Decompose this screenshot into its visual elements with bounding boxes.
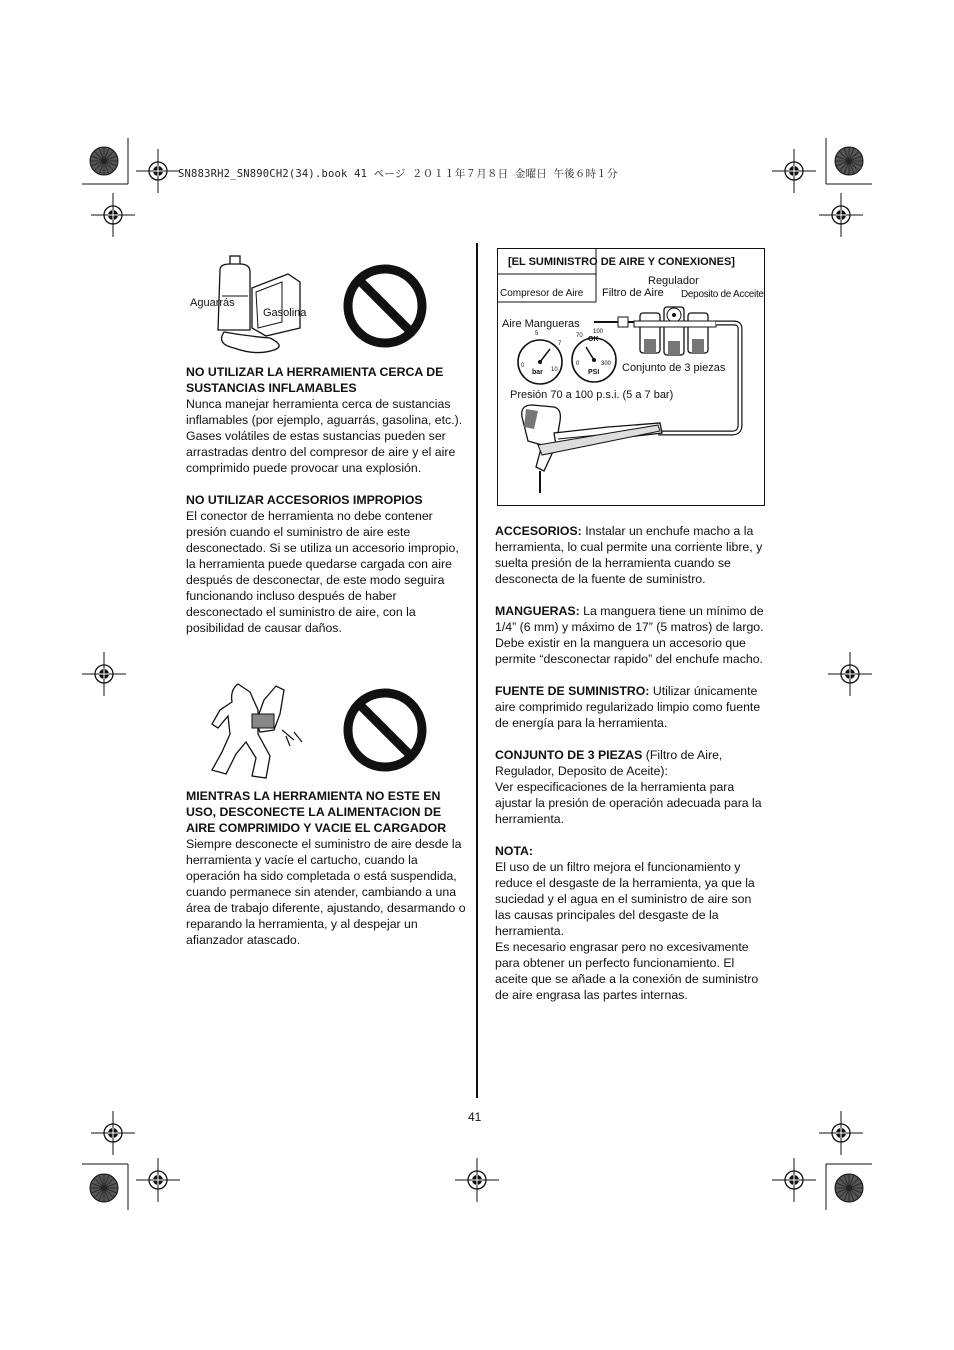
carrying-tool-figure bbox=[186, 680, 446, 785]
flammables-heading: NO UTILIZAR LA HERRAMIENTA CERCA DE SUSTANCIAS INFLAMABLES bbox=[186, 365, 444, 395]
page-number: 41 bbox=[468, 1110, 482, 1124]
mangueras-paragraph-2: Debe existir en la manguera un accesorio que permite “desconectar rapido” del enchufe macho. bbox=[495, 636, 763, 666]
nota-paragraph-2: Es necesario engrasar pero no excesivamente para obtener un perfecto funcionamiento. El aceite que se añade a la conexión de suministro de aire engrasa las partes internas. bbox=[495, 940, 759, 1002]
flammables-figure bbox=[186, 252, 446, 362]
label-presion: Presión 70 a 100 p.s.i. (5 a 7 bar) bbox=[510, 389, 674, 401]
label-mangueras: Aire Mangueras bbox=[502, 318, 580, 330]
conjunto-label: CONJUNTO DE 3 PIEZAS bbox=[495, 748, 643, 762]
fuente-label: FUENTE DE SUMINISTRO: bbox=[495, 684, 650, 698]
carrying-tool-illustration bbox=[186, 680, 446, 785]
label-deposito: Deposito de Acceite bbox=[681, 289, 764, 300]
gauge-psi-300: 300 bbox=[601, 361, 612, 367]
diagram-title: [EL SUMINISTRO DE AIRE Y CONEXIONES] bbox=[508, 256, 735, 268]
label-conjunto: Conjunto de 3 piezas bbox=[622, 362, 726, 374]
conjunto-paragraph bbox=[495, 747, 770, 779]
conjunto-paragraph-2: Ver especificaciones de la herramienta para ajustar la presión de operación adecuada para la herramienta. bbox=[495, 780, 762, 826]
file-header: SN883RH2_SN890CH2(34).book 41 ページ ２０１１年７月８日 金曜日 午後６時１分 bbox=[178, 168, 618, 180]
label-compresor: Compresor de Aire bbox=[500, 288, 584, 299]
gauge-bar-0: 0 bbox=[521, 363, 525, 369]
accesorios-paragraph bbox=[495, 523, 770, 587]
conjunto-text: (Filtro de Aire, Regulador, Deposito de Aceite): bbox=[495, 748, 723, 778]
accesorios-text: Instalar un enchufe macho a la herramienta, lo cual permite una corriente libre, y suelta presión de la herramienta cuando se desconecta de la fuente de suministro. bbox=[495, 524, 763, 586]
left-column-bottom bbox=[186, 788, 466, 964]
mangueras-paragraph bbox=[495, 603, 770, 635]
flammables-body: Nunca manejar herramienta cerca de sustancias inflamables (por ejemplo, aguarrás, gasolina, etc.). Gases volátiles de estas sustancias pueden ser arrastradas dentro del compresor de aire y el aire comprimido puede provocar una explosión. bbox=[186, 397, 463, 475]
gauge-bar-10: 10 bbox=[551, 367, 558, 373]
accesorios-label: ACCESORIOS: bbox=[495, 524, 582, 538]
gauge-psi-0: 0 bbox=[576, 361, 580, 367]
column-divider bbox=[476, 243, 478, 1098]
improper-accessories-heading: NO UTILIZAR ACCESORIOS IMPROPIOS bbox=[186, 493, 423, 507]
gauge-bar-7: 7 bbox=[558, 341, 562, 347]
left-column-top bbox=[186, 364, 466, 652]
label-filtro: Filtro de Aire bbox=[602, 287, 664, 299]
gauge-psi-unit: PSI bbox=[588, 369, 600, 376]
gauge-psi-100: 100 bbox=[593, 329, 604, 335]
gauge-bar-5: 5 bbox=[535, 331, 539, 337]
label-regulador: Regulador bbox=[648, 275, 699, 287]
mangueras-text: La manguera tiene un mínimo de 1/4” (6 mm) y máximo de 17” (5 matros) de largo. bbox=[495, 604, 764, 634]
improper-accessories-body: El conector de herramienta no debe contener presión cuando el suministro de aire este desconectado. Si se utiliza un accesorio impropio, la herramienta puede quedarse cargada con aire después de desconectar, de este modo seguira funcionando incluso después de haber desconectado el suministro de aire, con la posibilidad de causar daños. bbox=[186, 509, 459, 635]
mangueras-label: MANGUERAS: bbox=[495, 604, 580, 618]
nota-paragraph: El uso de un filtro mejora el funcionamiento y reduce el desgaste de la herramienta, ya que la suciedad y el agua en el suministro de aire son las causas principales del desgaste de la herramienta. bbox=[495, 860, 755, 938]
right-column bbox=[495, 523, 770, 1019]
disconnect-body: Siempre desconecte el suministro de aire desde la herramienta y vacíe el cartucho, cuando la operación ha sido completada o está suspendida, cuando permanece sin atender, cambiando a una área de trabajo diferente, ajustando, desarmando o reparando la herramienta, y al despejar un afianzador atascado. bbox=[186, 837, 466, 947]
gauge-ok-label: OK bbox=[588, 336, 599, 343]
disconnect-heading: MIENTRAS LA HERRAMIENTA NO ESTE EN USO, DESCONECTE LA ALIMENTACION DE AIRE COMPRIMIDO Y VACIE EL CARGADOR bbox=[186, 789, 447, 835]
air-supply-diagram bbox=[497, 248, 765, 506]
nota-label: NOTA: bbox=[495, 844, 534, 858]
label-gasolina: Gasolina bbox=[263, 307, 307, 319]
gauge-psi-70: 70 bbox=[576, 333, 583, 339]
label-aguarras: Aguarrás bbox=[190, 297, 235, 309]
gauge-bar-unit: bar bbox=[532, 369, 543, 376]
fuente-paragraph bbox=[495, 683, 770, 731]
fuente-text: Utilizar únicamente aire comprimido regularizado limpio como fuente de energía para la herramienta. bbox=[495, 684, 761, 730]
